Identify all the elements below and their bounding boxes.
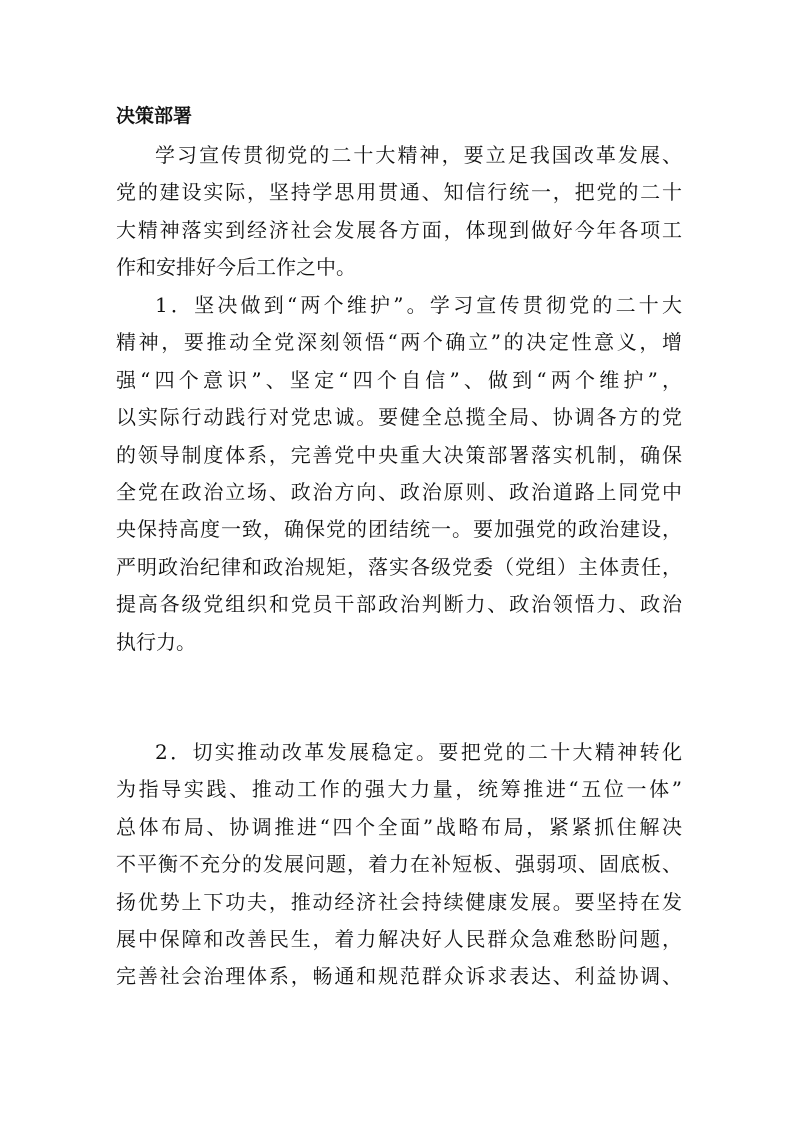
text-line: 大精神落实到经济社会发展各方面，体现到做好今年各项工 bbox=[116, 217, 682, 242]
text-line: 严明政治纪律和政治规矩，落实各级党委（党组）主体责任， bbox=[116, 554, 682, 579]
text-line: 精神，要推动全党深刻领悟“两个确立”的决定性意义，增 bbox=[116, 330, 682, 355]
text-line: 强“四个意识”、坚定“四个自信”、做到“两个维护”， bbox=[116, 367, 682, 392]
text-line: 扬优势上下功夫，推动经济社会持续健康发展。要坚持在发 bbox=[116, 889, 682, 914]
text-line: 完善社会治理体系，畅通和规范群众诉求表达、利益协调、 bbox=[116, 964, 682, 989]
text-line: 全党在政治立场、政治方向、政治原则、政治道路上同党中 bbox=[116, 479, 682, 504]
text-line: 1．坚决做到“两个维护”。学习宣传贯彻党的二十大 bbox=[155, 293, 682, 317]
text-line: 为指导实践、推动工作的强大力量，统筹推进“五位一体” bbox=[116, 777, 682, 802]
text-line: 提高各级党组织和党员干部政治判断力、政治领悟力、政治 bbox=[116, 592, 682, 617]
text-line: 作和安排好今后工作之中。 bbox=[116, 255, 356, 280]
paragraph-item-2 bbox=[116, 734, 682, 996]
text-line: 展中保障和改善民生，着力解决好人民群众急难愁盼问题， bbox=[116, 926, 682, 951]
text-line: 执行力。 bbox=[116, 629, 196, 654]
text-line: 2．切实推动改革发展稳定。要把党的二十大精神转化 bbox=[155, 740, 682, 764]
text-line: 不平衡不充分的发展问题，着力在补短板、强弱项、固底板、 bbox=[116, 852, 682, 877]
paragraph-intro bbox=[116, 137, 682, 287]
text-line: 央保持高度一致，确保党的团结统一。要加强党的政治建设， bbox=[116, 517, 682, 542]
paragraph-item-1 bbox=[116, 287, 682, 661]
text-line: 党的建设实际，坚持学思用贯通、知信行统一，把党的二十 bbox=[116, 180, 682, 205]
section-heading: 决策部署 bbox=[116, 105, 193, 127]
text-line: 的领导制度体系，完善党中央重大决策部署落实机制，确保 bbox=[116, 442, 682, 467]
text-line: 总体布局、协调推进“四个全面”战略布局，紧紧抓住解决 bbox=[116, 814, 682, 839]
text-line: 学习宣传贯彻党的二十大精神，要立足我国改革发展、 bbox=[155, 143, 682, 167]
text-line: 以实际行动践行对党忠诚。要健全总揽全局、协调各方的党 bbox=[116, 405, 682, 430]
